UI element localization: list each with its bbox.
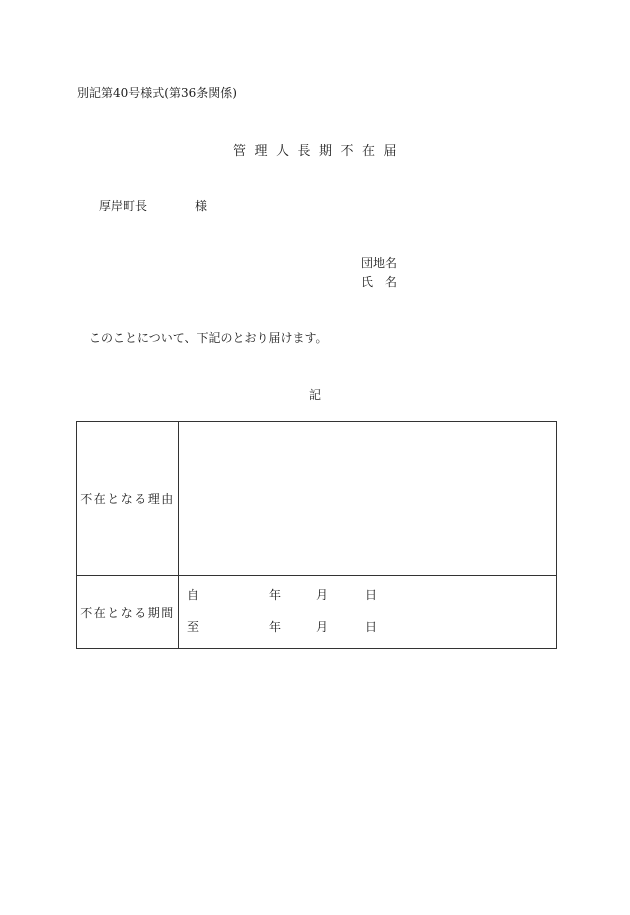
addressee-name: 厚岸町長 (99, 199, 148, 213)
period-label: 不在となる期間 (77, 576, 179, 649)
statement-text: このことについて、下記のとおり届けます。 (89, 331, 328, 345)
reason-row (77, 422, 557, 576)
ki-heading: 記 (308, 388, 321, 402)
reason-label: 不在となる理由 (77, 422, 179, 576)
absence-form-table (76, 421, 557, 649)
from-year-label: 年 (269, 588, 282, 602)
from-month-label: 月 (316, 588, 329, 602)
to-label: 至 (187, 620, 200, 634)
to-month-label: 月 (316, 620, 329, 634)
period-to-line (179, 618, 556, 638)
to-day-label: 日 (365, 620, 378, 634)
danchi-name-label: 団地名 (361, 256, 398, 270)
from-day-label: 日 (365, 588, 378, 602)
applicant-name-label: 氏 名 (361, 275, 398, 289)
period-input-area[interactable] (179, 576, 557, 649)
reason-input-area[interactable] (179, 422, 557, 576)
from-label: 自 (187, 588, 200, 602)
to-year-label: 年 (269, 620, 282, 634)
period-from-line (179, 586, 556, 606)
addressee-honorific: 様 (195, 199, 208, 213)
period-row (77, 576, 557, 649)
form-number: 別記第40号様式(第36条関係) (77, 86, 237, 100)
document-title: 管理人長期不在届 (232, 144, 405, 159)
